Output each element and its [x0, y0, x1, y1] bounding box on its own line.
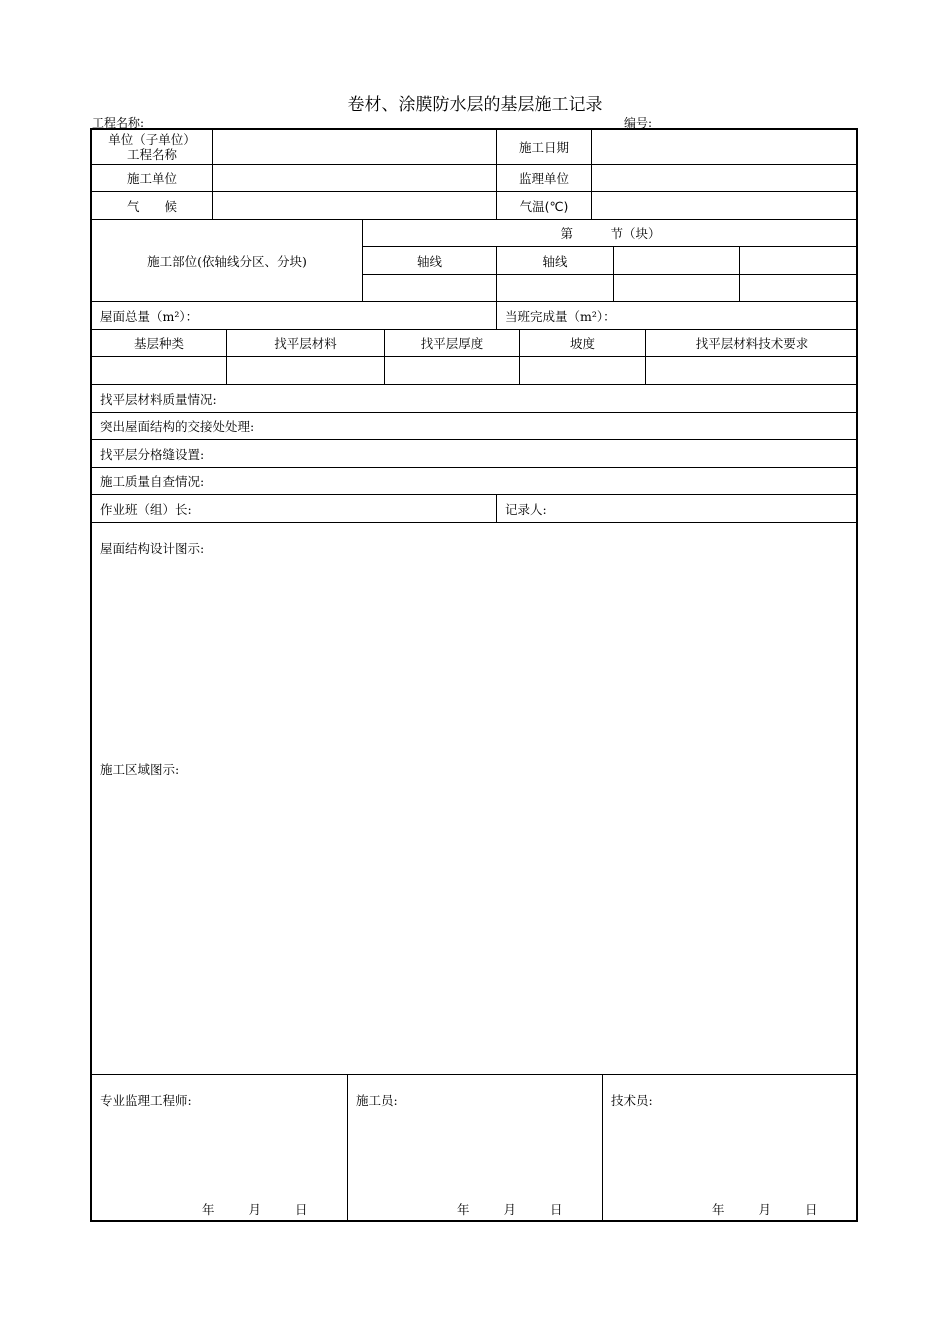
recorder-label: 记录人: — [505, 501, 547, 517]
level-tech-req-field[interactable] — [646, 357, 858, 384]
supervision-unit-label: 监理单位 — [518, 171, 569, 186]
base-type-header: 基层种类 — [133, 336, 184, 351]
day-label: 日 — [550, 1202, 563, 1217]
level-thickness-field[interactable] — [385, 357, 519, 384]
roof-total-label: 屋面总量（m²）： — [100, 308, 199, 324]
day-label: 日 — [805, 1202, 818, 1217]
joint-setting-label: 找平层分格缝设置: — [100, 446, 205, 462]
protrusion-handling-label: 突出屋面结构的交接处处理: — [100, 419, 255, 434]
axis-label-1: 轴线 — [416, 253, 442, 269]
construction-date-label: 施工日期 — [518, 140, 569, 155]
technician-signature-label: 技术员: — [611, 1093, 653, 1108]
axis-value-4[interactable] — [740, 275, 858, 301]
axis-value-2[interactable] — [497, 275, 613, 301]
supervisor-signature-label: 专业监理工程师: — [100, 1093, 192, 1108]
unit-project-name-label — [92, 130, 212, 164]
constructor-date[interactable] — [457, 1200, 563, 1218]
level-material-header: 找平层材料 — [274, 336, 337, 351]
project-name-label: 工程名称: — [92, 116, 145, 130]
construction-unit-field[interactable] — [213, 165, 496, 191]
axis-field-1[interactable] — [614, 247, 739, 274]
supervision-unit-field[interactable] — [592, 165, 858, 191]
number-label: 编号: — [624, 116, 653, 130]
shift-done-label: 当班完成量（m²）： — [505, 308, 616, 324]
temperature-label: 气温(℃) — [519, 198, 569, 214]
material-quality-label: 找平层材料质量情况: — [100, 391, 217, 407]
base-type-field[interactable] — [92, 357, 226, 384]
year-label: 年 — [712, 1202, 725, 1217]
axis-value-1[interactable] — [363, 275, 496, 301]
unit-label-line1: 单位（子单位） — [108, 132, 196, 147]
unit-project-name-field[interactable] — [213, 130, 496, 164]
constructor-signature-label: 施工员: — [356, 1093, 398, 1108]
team-leader-label: 作业班（组）长: — [100, 501, 192, 517]
month-label: 月 — [503, 1202, 517, 1217]
day-label: 日 — [295, 1202, 308, 1217]
axis-label-2: 轴线 — [542, 253, 568, 269]
level-tech-req-header: 找平层材料技术要求 — [695, 336, 809, 351]
supervisor-date[interactable] — [202, 1200, 308, 1218]
area-diagram-label: 施工区域图示: — [100, 762, 180, 777]
record-table — [90, 128, 858, 1222]
construction-date-field[interactable] — [592, 130, 858, 164]
axis-field-2[interactable] — [740, 247, 858, 274]
level-thickness-header: 找平层厚度 — [420, 336, 484, 351]
roof-design-label: 屋面结构设计图示: — [100, 541, 205, 556]
self-check-label: 施工质量自查情况: — [100, 474, 205, 489]
construction-unit-label: 施工单位 — [126, 171, 177, 186]
slope-field[interactable] — [520, 357, 645, 384]
level-material-field[interactable] — [227, 357, 384, 384]
page-title: 卷材、涂膜防水层的基层施工记录 — [347, 95, 603, 115]
weather-field[interactable] — [213, 192, 496, 219]
temperature-field[interactable] — [592, 192, 858, 219]
month-label: 月 — [248, 1202, 262, 1217]
year-label: 年 — [202, 1202, 215, 1217]
unit-label-line2: 工程名称 — [126, 147, 177, 162]
construction-part-label: 施工部位(依轴线分区、分块) — [147, 253, 307, 269]
slope-header: 坡度 — [569, 336, 595, 351]
year-label: 年 — [457, 1202, 470, 1217]
technician-date[interactable] — [712, 1200, 818, 1218]
month-label: 月 — [758, 1202, 772, 1217]
axis-value-3[interactable] — [614, 275, 739, 301]
section-label: 第 节（块） — [560, 226, 661, 241]
weather-label: 气 候 — [126, 198, 177, 214]
